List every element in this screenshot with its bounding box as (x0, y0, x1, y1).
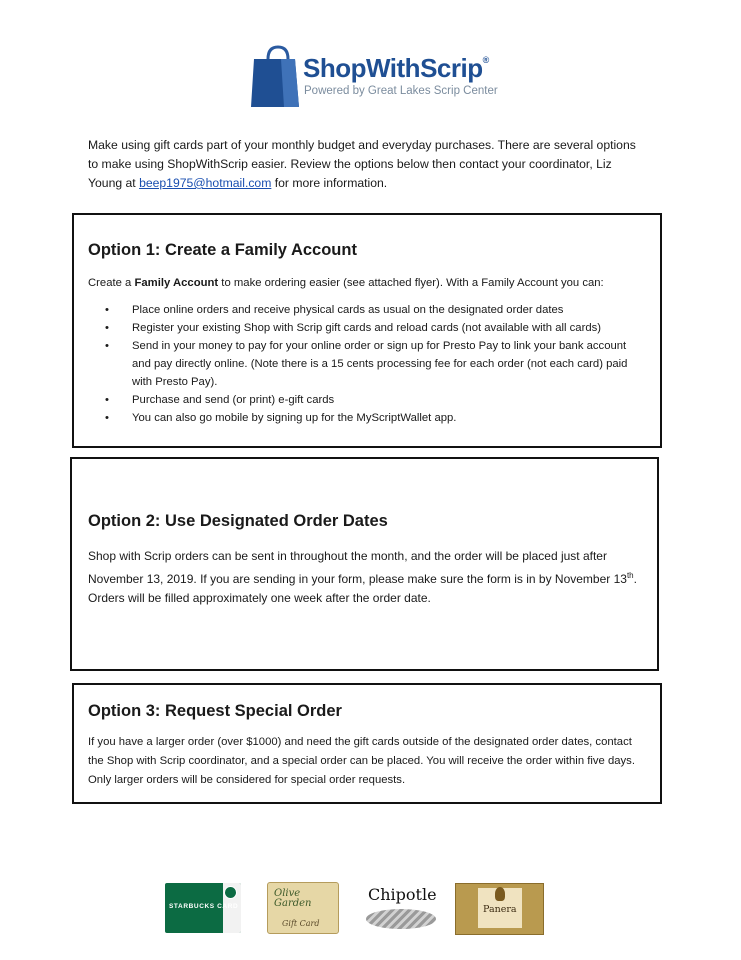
starbucks-card-image: STARBUCKS CARD (165, 883, 241, 933)
option3-heading: Option 3: Request Special Order (88, 702, 342, 720)
option1-feature-list (88, 301, 643, 427)
chipotle-card-image: Chipotle (364, 885, 438, 933)
option2-box (70, 457, 659, 671)
option3-box (72, 683, 662, 804)
panera-card-image: Panera (455, 883, 544, 935)
list-item: • Purchase and send (or print) e-gift cards (88, 391, 643, 409)
list-item: • Register your existing Shop with Scrip gift cards and reload cards (not available with all cards) (88, 319, 643, 337)
option1-lead: Create a Family Account to make ordering easier (see attached flyer). With a Family Account you can: (88, 277, 604, 289)
option3-paragraph: If you have a larger order (over $1000) and need the gift cards outside of the designated order dates, contact the Shop with Scrip coordinator, and a special order can be placed. You will receive the order within five days. Only larger orders will be considered for special order requests. (88, 736, 635, 786)
shopping-bag-icon (251, 45, 301, 109)
list-item: • Place online orders and receive physical cards as usual on the designated order dates (88, 301, 643, 319)
burrito-foil-icon (366, 909, 436, 929)
shopwithscrip-logo (251, 45, 501, 109)
option1-box (72, 213, 662, 448)
olive-garden-card-image: Olive Garden Gift Card (267, 882, 339, 934)
logo-wordmark: ShopWithScrip® (303, 53, 489, 83)
panera-logo-icon (495, 887, 505, 901)
option2-paragraph: Shop with Scrip orders can be sent in throughout the month, and the order will be placed just after November 13, 2019. If you are sending in your form, please make sure the form is in by November 13th. Orders will be filled approximately one week after the order date. (88, 549, 637, 605)
starbucks-logo-icon (224, 886, 237, 899)
option2-heading: Option 2: Use Designated Order Dates (88, 512, 388, 530)
list-item: • Send in your money to pay for your online order or sign up for Presto Pay to link your bank account and pay directly online. (Note there is a 15 cents processing fee for each order (not each card) paid with Presto Pay). (88, 337, 643, 391)
coordinator-email-link[interactable]: beep1975@hotmail.com (139, 176, 272, 190)
intro-paragraph: Make using gift cards part of your monthly budget and everyday purchases. There are several options to make using ShopWithScrip easier. Review the options below then contact your coordinator, Liz Young at beep1975@hotmail.com for more information. (88, 138, 636, 190)
option1-heading: Option 1: Create a Family Account (88, 241, 357, 259)
list-item: • You can also go mobile by signing up for the MyScriptWallet app. (88, 409, 643, 427)
logo-tagline: Powered by Great Lakes Scrip Center (304, 85, 498, 97)
